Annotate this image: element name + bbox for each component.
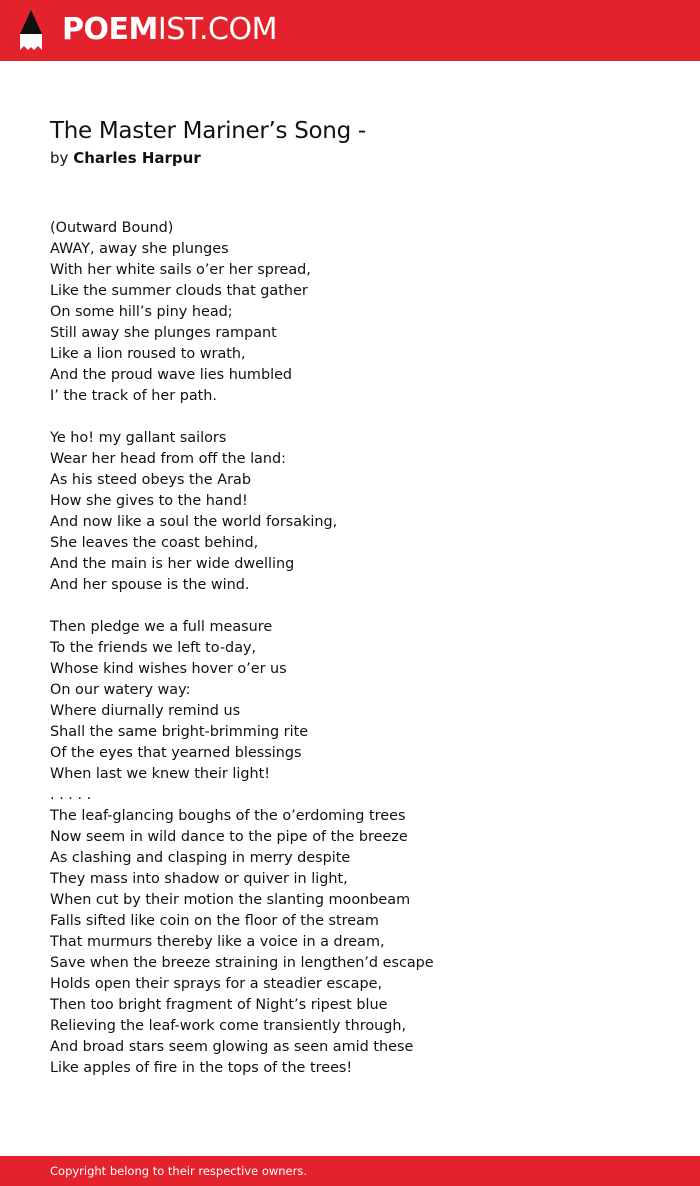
poem-line: Then pledge we a full measure bbox=[50, 619, 273, 635]
pencil-logo-icon bbox=[18, 10, 44, 52]
poem-line: To the friends we left to-day, bbox=[50, 640, 257, 656]
poem-line: They mass into shadow or quiver in light, bbox=[50, 871, 348, 887]
site-footer bbox=[0, 1156, 700, 1186]
site-logo-text bbox=[62, 12, 277, 48]
site-header bbox=[0, 0, 700, 61]
poem-line: Shall the same bright-brimming rite bbox=[50, 724, 309, 740]
poem-line: On some hill’s piny head; bbox=[50, 304, 233, 320]
poem-line: Like the summer clouds that gather bbox=[50, 283, 308, 299]
poem-line: She leaves the coast behind, bbox=[50, 535, 259, 551]
poem-line: When last we knew their light! bbox=[50, 766, 271, 782]
poem-line: Relieving the leaf-work come transiently through, bbox=[50, 1018, 407, 1034]
poem-line: And the proud wave lies humbled bbox=[50, 367, 293, 383]
brand-bold-text: POEM bbox=[62, 12, 158, 47]
poem-line: Falls sifted like coin on the floor of the stream bbox=[50, 913, 379, 929]
poem-line: With her white sails o’er her spread, bbox=[50, 262, 311, 278]
poem-line: The leaf-glancing boughs of the o’erdoming trees bbox=[50, 808, 406, 824]
poem-line: Save when the breeze straining in lengthen’d escape bbox=[50, 955, 434, 971]
copyright-text: Copyright belong to their respective owners. bbox=[50, 1164, 308, 1178]
poem-line: . . . . . bbox=[50, 787, 92, 803]
poem-line: Where diurnally remind us bbox=[50, 703, 241, 719]
poem-line: And broad stars seem glowing as seen amid these bbox=[50, 1039, 414, 1055]
poem-stanza bbox=[50, 218, 670, 407]
poem-line: I’ the track of her path. bbox=[50, 388, 217, 404]
poem-stanza bbox=[50, 617, 670, 1079]
poem-line: And the main is her wide dwelling bbox=[50, 556, 295, 572]
poem-line: Still away she plunges rampant bbox=[50, 325, 277, 341]
poem-line: Now seem in wild dance to the pipe of the breeze bbox=[50, 829, 408, 845]
poem-line: Ye ho! my gallant sailors bbox=[50, 430, 227, 446]
byline-prefix: by bbox=[50, 149, 69, 167]
poem-line: As clashing and clasping in merry despite bbox=[50, 850, 351, 866]
poem-line: As his steed obeys the Arab bbox=[50, 472, 251, 488]
poem-line: Whose kind wishes hover o’er us bbox=[50, 661, 287, 677]
poem-line: (Outward Bound) bbox=[50, 220, 174, 236]
poem-stanza bbox=[50, 428, 670, 596]
poem-line: That murmurs thereby like a voice in a dream, bbox=[50, 934, 385, 950]
poem-line: Wear her head from off the land: bbox=[50, 451, 286, 467]
poem-line: How she gives to the hand! bbox=[50, 493, 248, 509]
poem-title: The Master Mariner’s Song - bbox=[50, 118, 366, 144]
brand-light-text: IST.COM bbox=[157, 12, 277, 47]
poem-line: Holds open their sprays for a steadier escape, bbox=[50, 976, 383, 992]
poem-body bbox=[50, 218, 670, 1079]
poem-line: And her spouse is the wind. bbox=[50, 577, 250, 593]
poem-line: Like apples of fire in the tops of the trees! bbox=[50, 1060, 353, 1076]
poem-line: Of the eyes that yearned blessings bbox=[50, 745, 302, 761]
poem-line: When cut by their motion the slanting moonbeam bbox=[50, 892, 411, 908]
poem-byline bbox=[50, 148, 201, 169]
poem-line: On our watery way: bbox=[50, 682, 191, 698]
poem-author: Charles Harpur bbox=[73, 149, 201, 167]
poem-line: AWAY, away she plunges bbox=[50, 241, 229, 257]
poem-line: And now like a soul the world forsaking, bbox=[50, 514, 338, 530]
poem-line: Then too bright fragment of Night’s ripest blue bbox=[50, 997, 388, 1013]
poem-line: Like a lion roused to wrath, bbox=[50, 346, 246, 362]
